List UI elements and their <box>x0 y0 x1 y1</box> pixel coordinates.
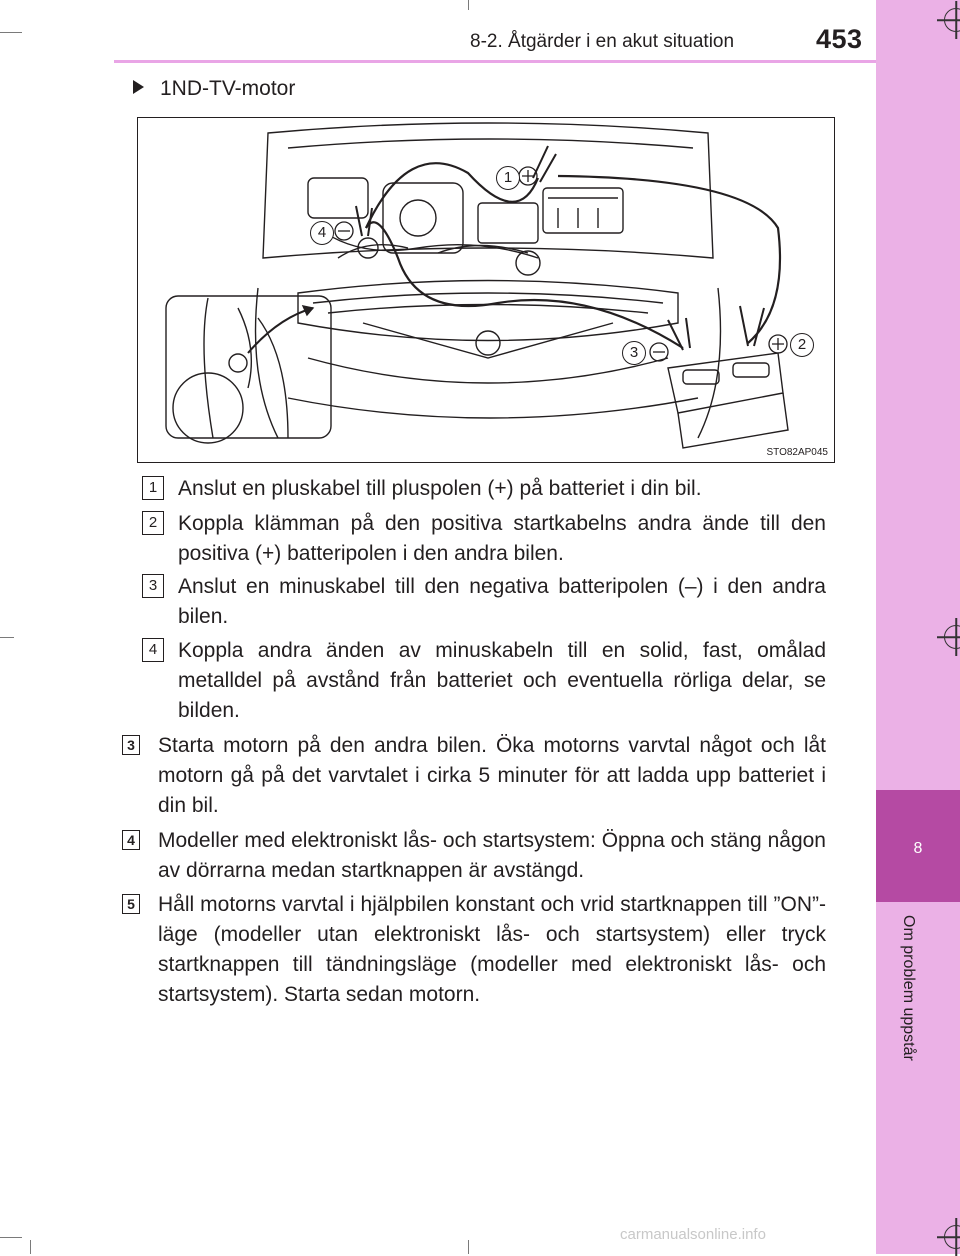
engine-subheading <box>133 77 295 101</box>
crop-mark <box>0 1237 22 1238</box>
header-rule <box>114 60 876 63</box>
step-text-3: Starta motorn på den andra bilen. Öka motorns varvtal något och låt motorn gå på det varvtalet i cirka 5 minuter för att ladda upp batteriet i din bil. <box>158 734 826 817</box>
chapter-title: Om problem uppstår <box>900 915 917 1061</box>
watermark: carmanualsonline.info <box>620 1226 766 1243</box>
substep-number-1: 1 <box>142 476 164 500</box>
figure-callout-2: 2 <box>790 333 814 357</box>
substep-text-4: Koppla andra änden av minuskabeln till en solid, fast, omålad metalldel på avstånd från batteriet och eventuella rörliga delar, se bilden. <box>178 639 826 722</box>
crop-mark <box>30 1240 31 1254</box>
figure-callout-3: 3 <box>622 341 646 365</box>
header-section-title: 8-2. Åtgärder i en akut situation <box>470 31 735 52</box>
figure-callout-1: 1 <box>496 166 520 190</box>
substep-number-2: 2 <box>142 511 164 535</box>
triangle-bullet-icon <box>133 80 144 94</box>
figure-code: STO82AP045 <box>766 447 828 458</box>
figure-callout-4: 4 <box>310 221 334 245</box>
crop-mark <box>0 32 22 33</box>
crop-mark <box>468 1240 469 1254</box>
substep-text-1: Anslut en pluskabel till pluspolen (+) på batteriet i din bil. <box>178 477 702 500</box>
step-number-4: 4 <box>122 830 140 850</box>
substep-number-3: 3 <box>142 574 164 598</box>
substep-text-2: Koppla klämman på den positiva startkabelns andra ände till den positiva (+) batteripolen i den andra bilen. <box>178 512 826 565</box>
chapter-number: 8 <box>876 790 960 902</box>
step-text-5: Håll motorns varvtal i hjälpbilen konstant och vrid startknappen till ”ON”-läge (modeller utan elektroniskt lås- och startsystem) eller tryck startknappen till tändningsläge (modeller med elektroniskt lås- och startsystem). Starta sedan motorn. <box>158 893 826 1006</box>
subheading-text: 1ND-TV-motor <box>160 77 296 100</box>
crop-mark <box>0 637 14 638</box>
substep-text-3: Anslut en minuskabel till den negativa batteripolen (–) i den andra bilen. <box>178 575 826 628</box>
page-number: 453 <box>816 24 863 54</box>
substep-number-4: 4 <box>142 638 164 662</box>
crop-mark <box>468 0 469 10</box>
engine-bay-drawing <box>138 118 835 463</box>
step-number-5: 5 <box>122 894 140 914</box>
jump-start-illustration <box>137 117 835 463</box>
step-text-4: Modeller med elektroniskt lås- och startsystem: Öppna och stäng någon av dörrarna medan startknappen är avstängd. <box>158 829 826 882</box>
step-number-3: 3 <box>122 735 140 755</box>
